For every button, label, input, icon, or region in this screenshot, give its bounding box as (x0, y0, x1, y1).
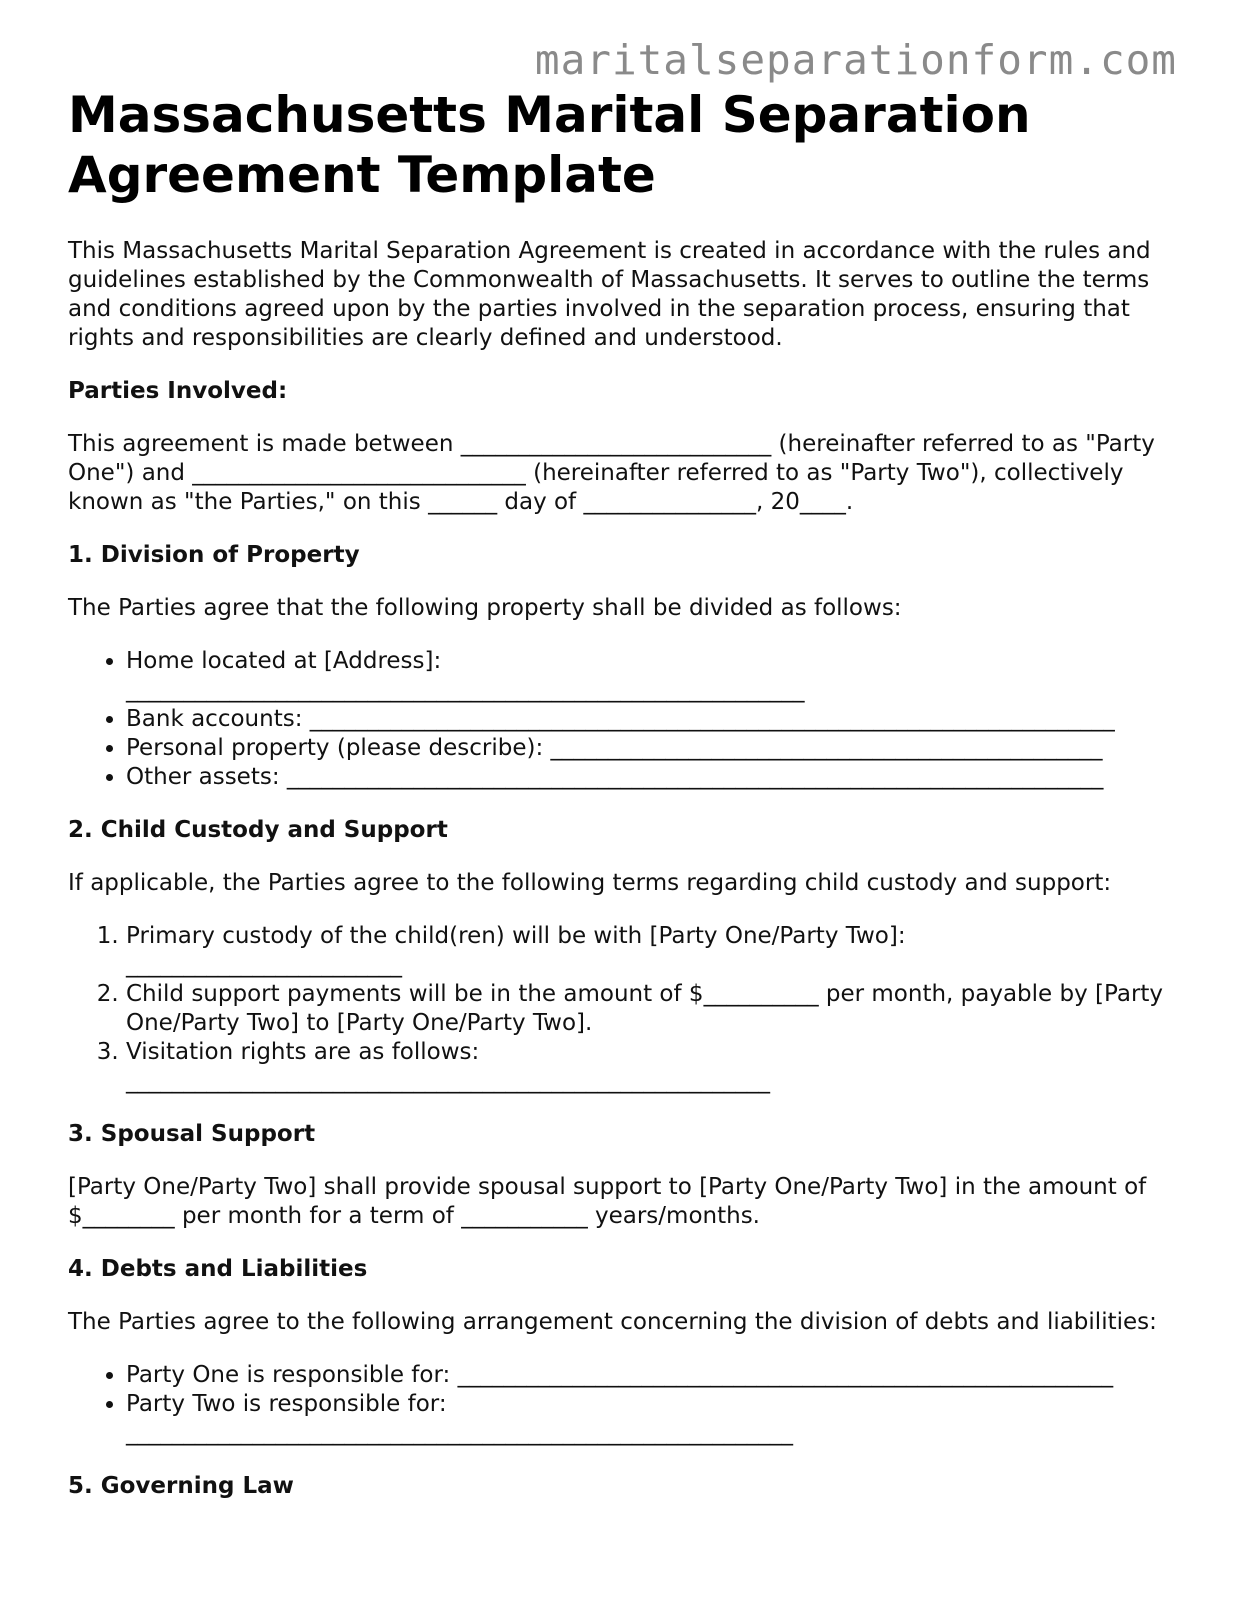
site-watermark: maritalseparationform.com (534, 36, 1177, 84)
property-item-other (126, 763, 1178, 792)
debts-list (68, 1361, 1178, 1448)
spousal-text-3: years/months. (587, 1203, 760, 1229)
child-support-amount-blank[interactable]: __________ (703, 981, 819, 1007)
property-item-home (126, 647, 1178, 705)
property-item-bank (126, 705, 1178, 734)
party-one-name-blank[interactable]: ___________________________ (460, 431, 772, 457)
visitation-blank[interactable]: ________________________________________________________ (126, 1068, 770, 1094)
document-page (68, 85, 1178, 1525)
custody-intro: If applicable, the Parties agree to the following terms regarding child custody and support: (68, 870, 1112, 896)
property-intro: The Parties agree that the following property shall be divided as follows: (68, 595, 902, 621)
other-assets-blank[interactable]: _______________________________________________________________________ (286, 764, 1104, 790)
property-list (68, 647, 1178, 792)
property-heading: 1. Division of Property (68, 542, 360, 568)
debts-item-party-two (126, 1390, 1178, 1448)
custody-item-support (126, 980, 1178, 1038)
custody-item-primary (126, 922, 1178, 980)
debts-heading: 4. Debts and Liabilities (68, 1256, 368, 1282)
spousal-text-2: per month for a term of (174, 1203, 462, 1229)
property-item-label: Home located at [Address]: (126, 648, 442, 674)
debts-item-label: Party One is responsible for: (126, 1362, 458, 1388)
parties-paragraph (68, 430, 1178, 517)
custody-list (68, 922, 1178, 1096)
debts-item-party-one (126, 1361, 1178, 1390)
custody-item-label: Visitation rights are as follows: (126, 1039, 480, 1065)
intro-paragraph: This Massachusetts Marital Separation Agreement is created in accordance with the rules and guidelines established by the Commonwealth of Massachusetts. It serves to outline the terms and conditions agreed upon by the parties involved in the separation process, ensuring that rights and responsibilities are clearly defined and understood. (68, 238, 1151, 351)
party-two-name-blank[interactable]: _____________________________ (192, 460, 526, 486)
spousal-amount-blank[interactable]: ________ (82, 1203, 175, 1229)
debts-item-label: Party Two is responsible for: (126, 1391, 447, 1417)
parties-heading: Parties Involved: (68, 378, 288, 404)
parties-text-3: (hereinafter referred to as "Party Two"), collectively known as "the Parties," on this (68, 460, 1124, 515)
property-item-label: Personal property (please describe): (126, 735, 551, 761)
parties-text-5: , 20 (755, 489, 800, 515)
property-item-label: Other assets: (126, 764, 287, 790)
spousal-heading: 3. Spousal Support (68, 1121, 316, 1147)
document-title: Massachusetts Marital Separation Agreement Template (68, 86, 1031, 204)
governing-law-heading: 5. Governing Law (68, 1473, 294, 1499)
month-blank[interactable]: _______________ (583, 489, 756, 515)
party-two-debts-blank[interactable]: __________________________________________________________ (126, 1420, 793, 1446)
custody-item-visitation (126, 1038, 1178, 1096)
parties-text-1: This agreement is made between (68, 431, 461, 457)
party-one-debts-blank[interactable]: _________________________________________________________ (457, 1362, 1114, 1388)
spousal-paragraph (68, 1173, 1178, 1231)
custody-item-label: Child support payments will be in the amount of $ (126, 981, 704, 1007)
day-blank[interactable]: ______ (428, 489, 498, 515)
home-address-blank[interactable]: ___________________________________________________________ (126, 677, 805, 703)
year-blank[interactable]: ____ (799, 489, 846, 515)
property-item-label: Bank accounts: (126, 706, 310, 732)
personal-property-blank[interactable]: ________________________________________________ (550, 735, 1103, 761)
parties-text-4: day of (497, 489, 584, 515)
spousal-text-1: [Party One/Party Two] shall provide spousal support to [Party One/Party Two] in the amount of $ (68, 1174, 1147, 1229)
parties-text-2: (hereinafter referred to as "Party One") and (68, 431, 1155, 486)
custody-item-label: Primary custody of the child(ren) will be with [Party One/Party Two]: (126, 923, 906, 949)
property-item-personal (126, 734, 1178, 763)
primary-custody-blank[interactable]: ________________________ (126, 952, 402, 978)
bank-accounts-blank[interactable]: ______________________________________________________________________ (309, 706, 1115, 732)
debts-intro: The Parties agree to the following arrangement concerning the division of debts and liabilities: (68, 1309, 1157, 1335)
parties-text-6: . (845, 489, 854, 515)
custody-item-label: per month, payable by [Party One/Party Two] to [Party One/Party Two]. (126, 981, 1164, 1036)
spousal-term-blank[interactable]: ___________ (461, 1203, 588, 1229)
custody-heading: 2. Child Custody and Support (68, 817, 448, 843)
